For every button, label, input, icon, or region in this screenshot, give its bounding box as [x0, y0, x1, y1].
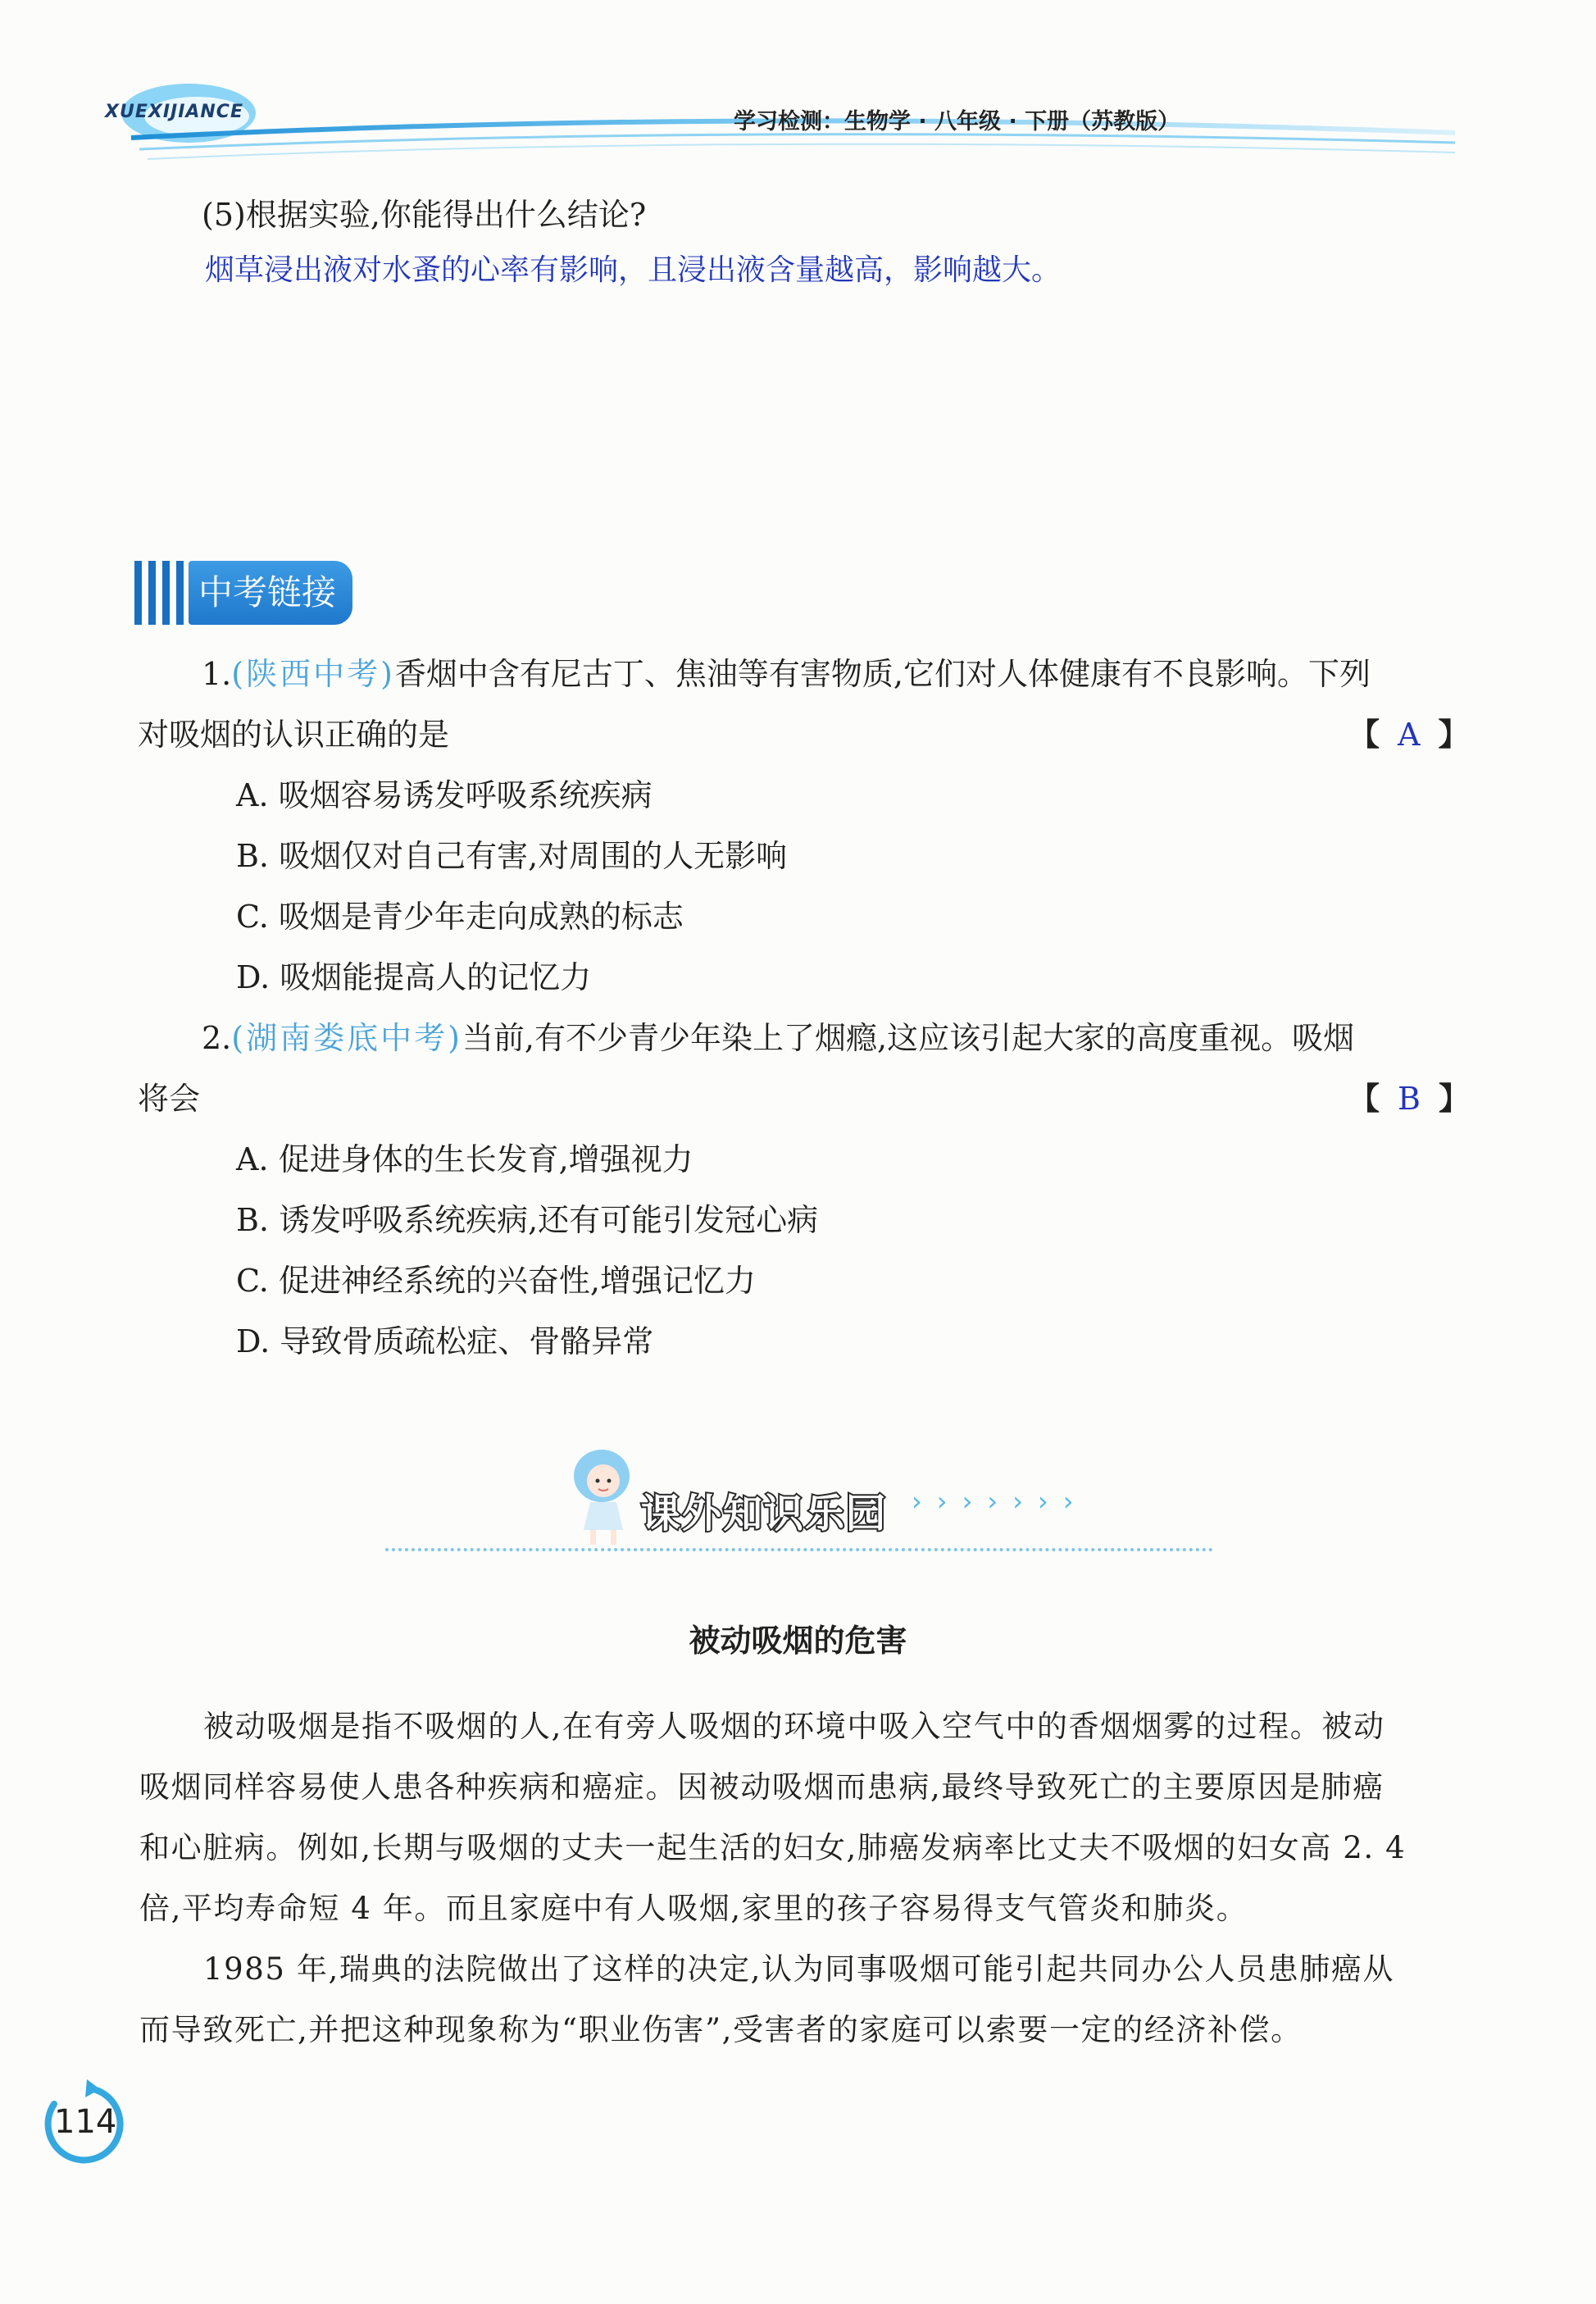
q1-source: (陕西中考) — [231, 656, 395, 692]
banner-dotted-divider — [385, 1548, 1213, 1551]
q1-number: 1. — [202, 656, 232, 692]
article-line-3: 和心脏病。例如,长期与吸烟的丈夫一起生活的妇女,肺癌发病率比丈夫不吸烟的妇女高 2. 4 — [139, 1830, 1407, 1865]
q1-stem-line2: 对吸烟的认识正确的是 — [138, 717, 450, 753]
q5-answer: 烟草浸出液对水蚤的心率有影响，且浸出液含量越高，影响越大。 — [205, 253, 1062, 287]
banner-arrows-decoration: ››››››› — [912, 1486, 1089, 1517]
article-line-6: 而导致死亡,并把这种现象称为“职业伤害”,受害者的家庭可以索要一定的经济补偿。 — [139, 2012, 1303, 2047]
header-logo-text: XUEXIJIANCE — [105, 102, 243, 122]
header-book-title: 学习检测：生物学 · 八年级 · 下册（苏教版） — [734, 109, 1180, 134]
q2-answer: B — [1398, 1081, 1421, 1117]
section-badge-label: 中考链接 — [198, 572, 337, 612]
q1-answer: A — [1398, 717, 1421, 753]
article-line-2: 吸烟同样容易使人患各种疾病和癌症。因被动吸烟而患病,最终导致死亡的主要原因是肺癌 — [139, 1769, 1385, 1805]
q5-question: (5)根据实验,你能得出什么结论? — [202, 197, 647, 233]
q2-option-b: B. 诱发呼吸系统疾病,还有可能引发冠心病 — [236, 1202, 819, 1238]
q2-stem-line1 — [202, 1018, 1354, 1058]
q1-stem-text: 香烟中含有尼古丁、焦油等有害物质,它们对人体健康有不良影响。下列 — [394, 656, 1371, 692]
page-number: 114 — [54, 2103, 117, 2141]
q2-number: 2. — [202, 1020, 232, 1056]
q1-stem-line1 — [202, 654, 1371, 694]
banner-title: 课外知识乐园 — [641, 1491, 888, 1537]
q2-option-d: D. 导致骨质疏松症、骨骼异常 — [236, 1323, 654, 1359]
article-title: 被动吸烟的危害 — [689, 1623, 907, 1659]
q1-option-d: D. 吸烟能提高人的记忆力 — [236, 959, 592, 995]
q2-answer-bracket: 【 B 】 — [1348, 1081, 1470, 1117]
q2-source: (湖南娄底中考) — [231, 1020, 462, 1056]
q2-stem-text: 当前,有不少青少年染上了烟瘾,这应该引起大家的高度重视。吸烟 — [462, 1020, 1355, 1056]
girl-illustration — [566, 1445, 639, 1551]
article-line-1: 被动吸烟是指不吸烟的人,在有旁人吸烟的环境中吸入空气中的香烟烟雾的过程。被动 — [203, 1709, 1385, 1744]
q2-option-a: A. 促进身体的生长发育,增强视力 — [236, 1141, 693, 1177]
q1-option-a: A. 吸烟容易诱发呼吸系统疾病 — [236, 777, 652, 813]
q1-option-b: B. 吸烟仅对自己有害,对周围的人无影响 — [236, 838, 788, 874]
q2-option-c: C. 促进神经系统的兴奋性,增强记忆力 — [236, 1263, 756, 1299]
article-line-4: 倍,平均寿命短 4 年。而且家庭中有人吸烟,家里的孩子容易得支气管炎和肺炎。 — [139, 1891, 1248, 1926]
q1-answer-bracket: 【 A 】 — [1348, 717, 1470, 753]
q1-option-c: C. 吸烟是青少年走向成熟的标志 — [236, 899, 684, 935]
q2-stem-line2: 将会 — [138, 1081, 201, 1117]
article-line-5: 1985 年,瑞典的法院做出了这样的决定,认为同事吸烟可能引起共同办公人员患肺癌从 — [203, 1951, 1395, 1987]
section-badge — [134, 561, 352, 625]
